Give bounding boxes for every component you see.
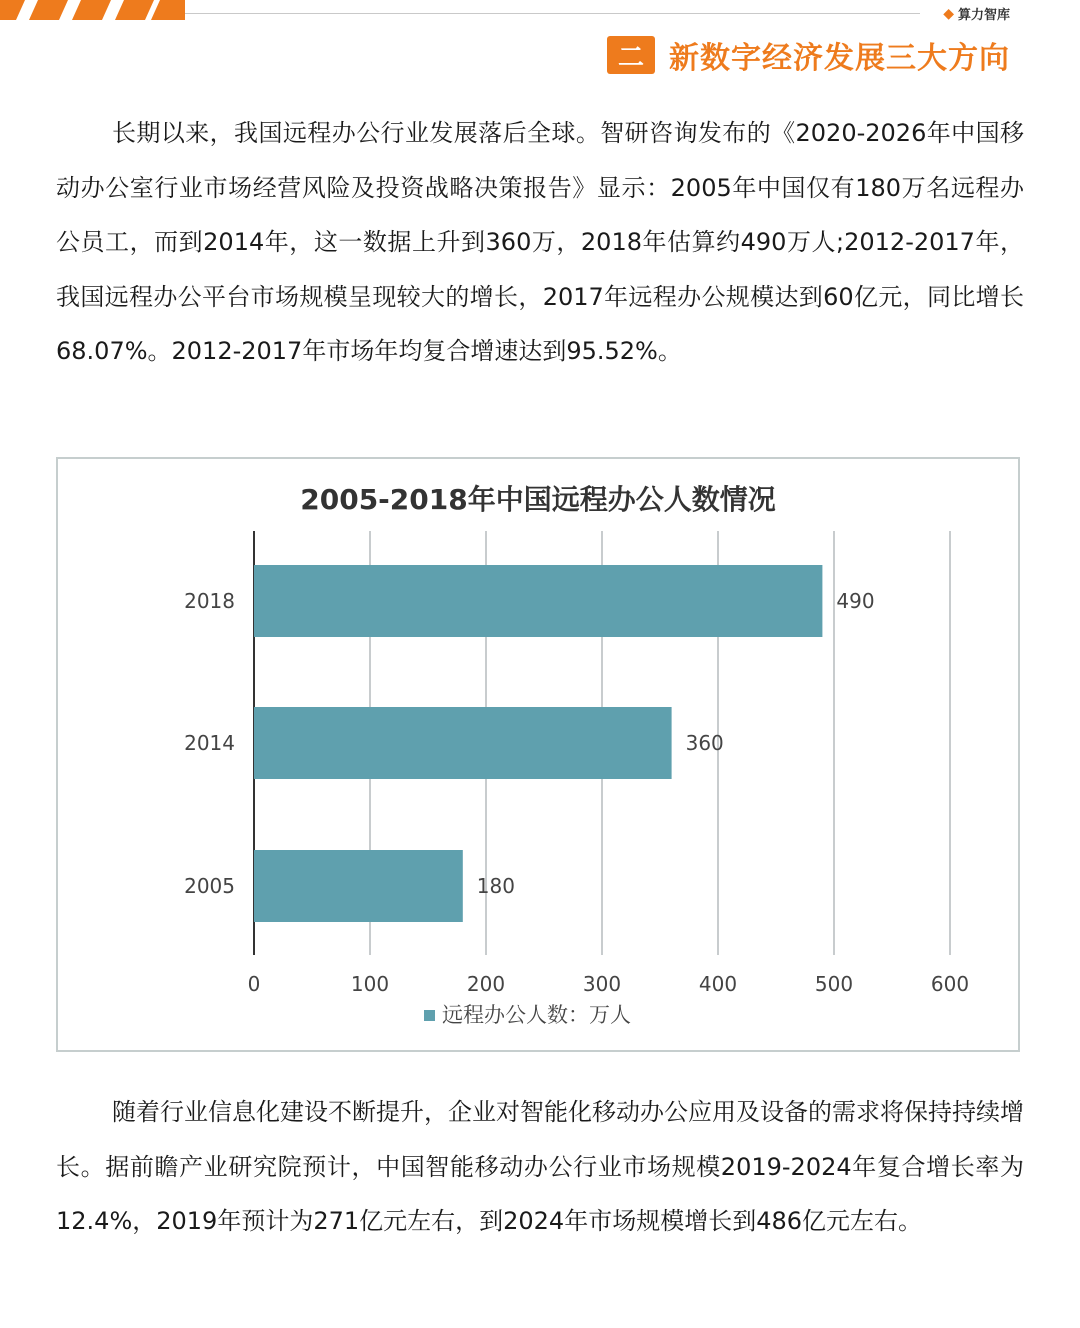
legend-swatch	[424, 1010, 435, 1021]
x-tick-label: 300	[582, 972, 622, 996]
bar	[254, 850, 463, 922]
x-tick-label: 600	[930, 972, 970, 996]
data-label: 180	[476, 874, 515, 898]
section-title: 新数字经济发展三大方向	[669, 41, 1010, 76]
bar-chart	[58, 459, 1018, 1050]
brand	[943, 4, 1010, 23]
header-stripes	[0, 0, 185, 20]
top-rule	[185, 13, 920, 14]
x-tick-label: 200	[466, 972, 506, 996]
brand-logo-icon: ◆	[943, 5, 954, 22]
data-label: 360	[685, 731, 724, 755]
brand-name: 算力智库	[957, 8, 1010, 23]
paragraph-intro: 长期以来，我国远程办公行业发展落后全球。智研咨询发布的《2020-2026年中国移动办公室行业市场经营风险及投资战略决策报告》显示：2005年中国仅有180万名远程办公员工，而到2014年，这一数据上升到360万，2018年估算约490万人;2012-2017年，我国远程办公平台市场规模呈现较大的增长，2017年远程办公规模达到60亿元，同比增长68.07%。2012-2017年市场年均复合增速达到95.52%。	[56, 119, 1024, 365]
data-label: 490	[836, 589, 875, 613]
y-category-label: 2018	[184, 589, 235, 613]
x-tick-label: 0	[247, 972, 261, 996]
section-number-badge: 二	[607, 36, 655, 74]
chart-container	[56, 457, 1020, 1052]
x-tick-label: 500	[814, 972, 854, 996]
y-category-label: 2014	[184, 731, 235, 755]
section-header	[607, 33, 1010, 77]
bar	[254, 707, 672, 779]
legend-label: 远程办公人数：万人	[442, 1003, 631, 1027]
paragraph-outlook: 随着行业信息化建设不断提升，企业对智能化移动办公应用及设备的需求将保持持续增长。据前瞻产业研究院预计，中国智能移动办公行业市场规模2019-2024年复合增长率为12.4%，2019年预计为271亿元左右，到2024年市场规模增长到486亿元左右。	[56, 1098, 1024, 1235]
y-category-label: 2005	[184, 874, 235, 898]
chart-title: 2005-2018年中国远程办公人数情况	[300, 483, 776, 516]
x-tick-label: 400	[698, 972, 738, 996]
bar	[254, 565, 822, 637]
x-tick-label: 100	[350, 972, 390, 996]
